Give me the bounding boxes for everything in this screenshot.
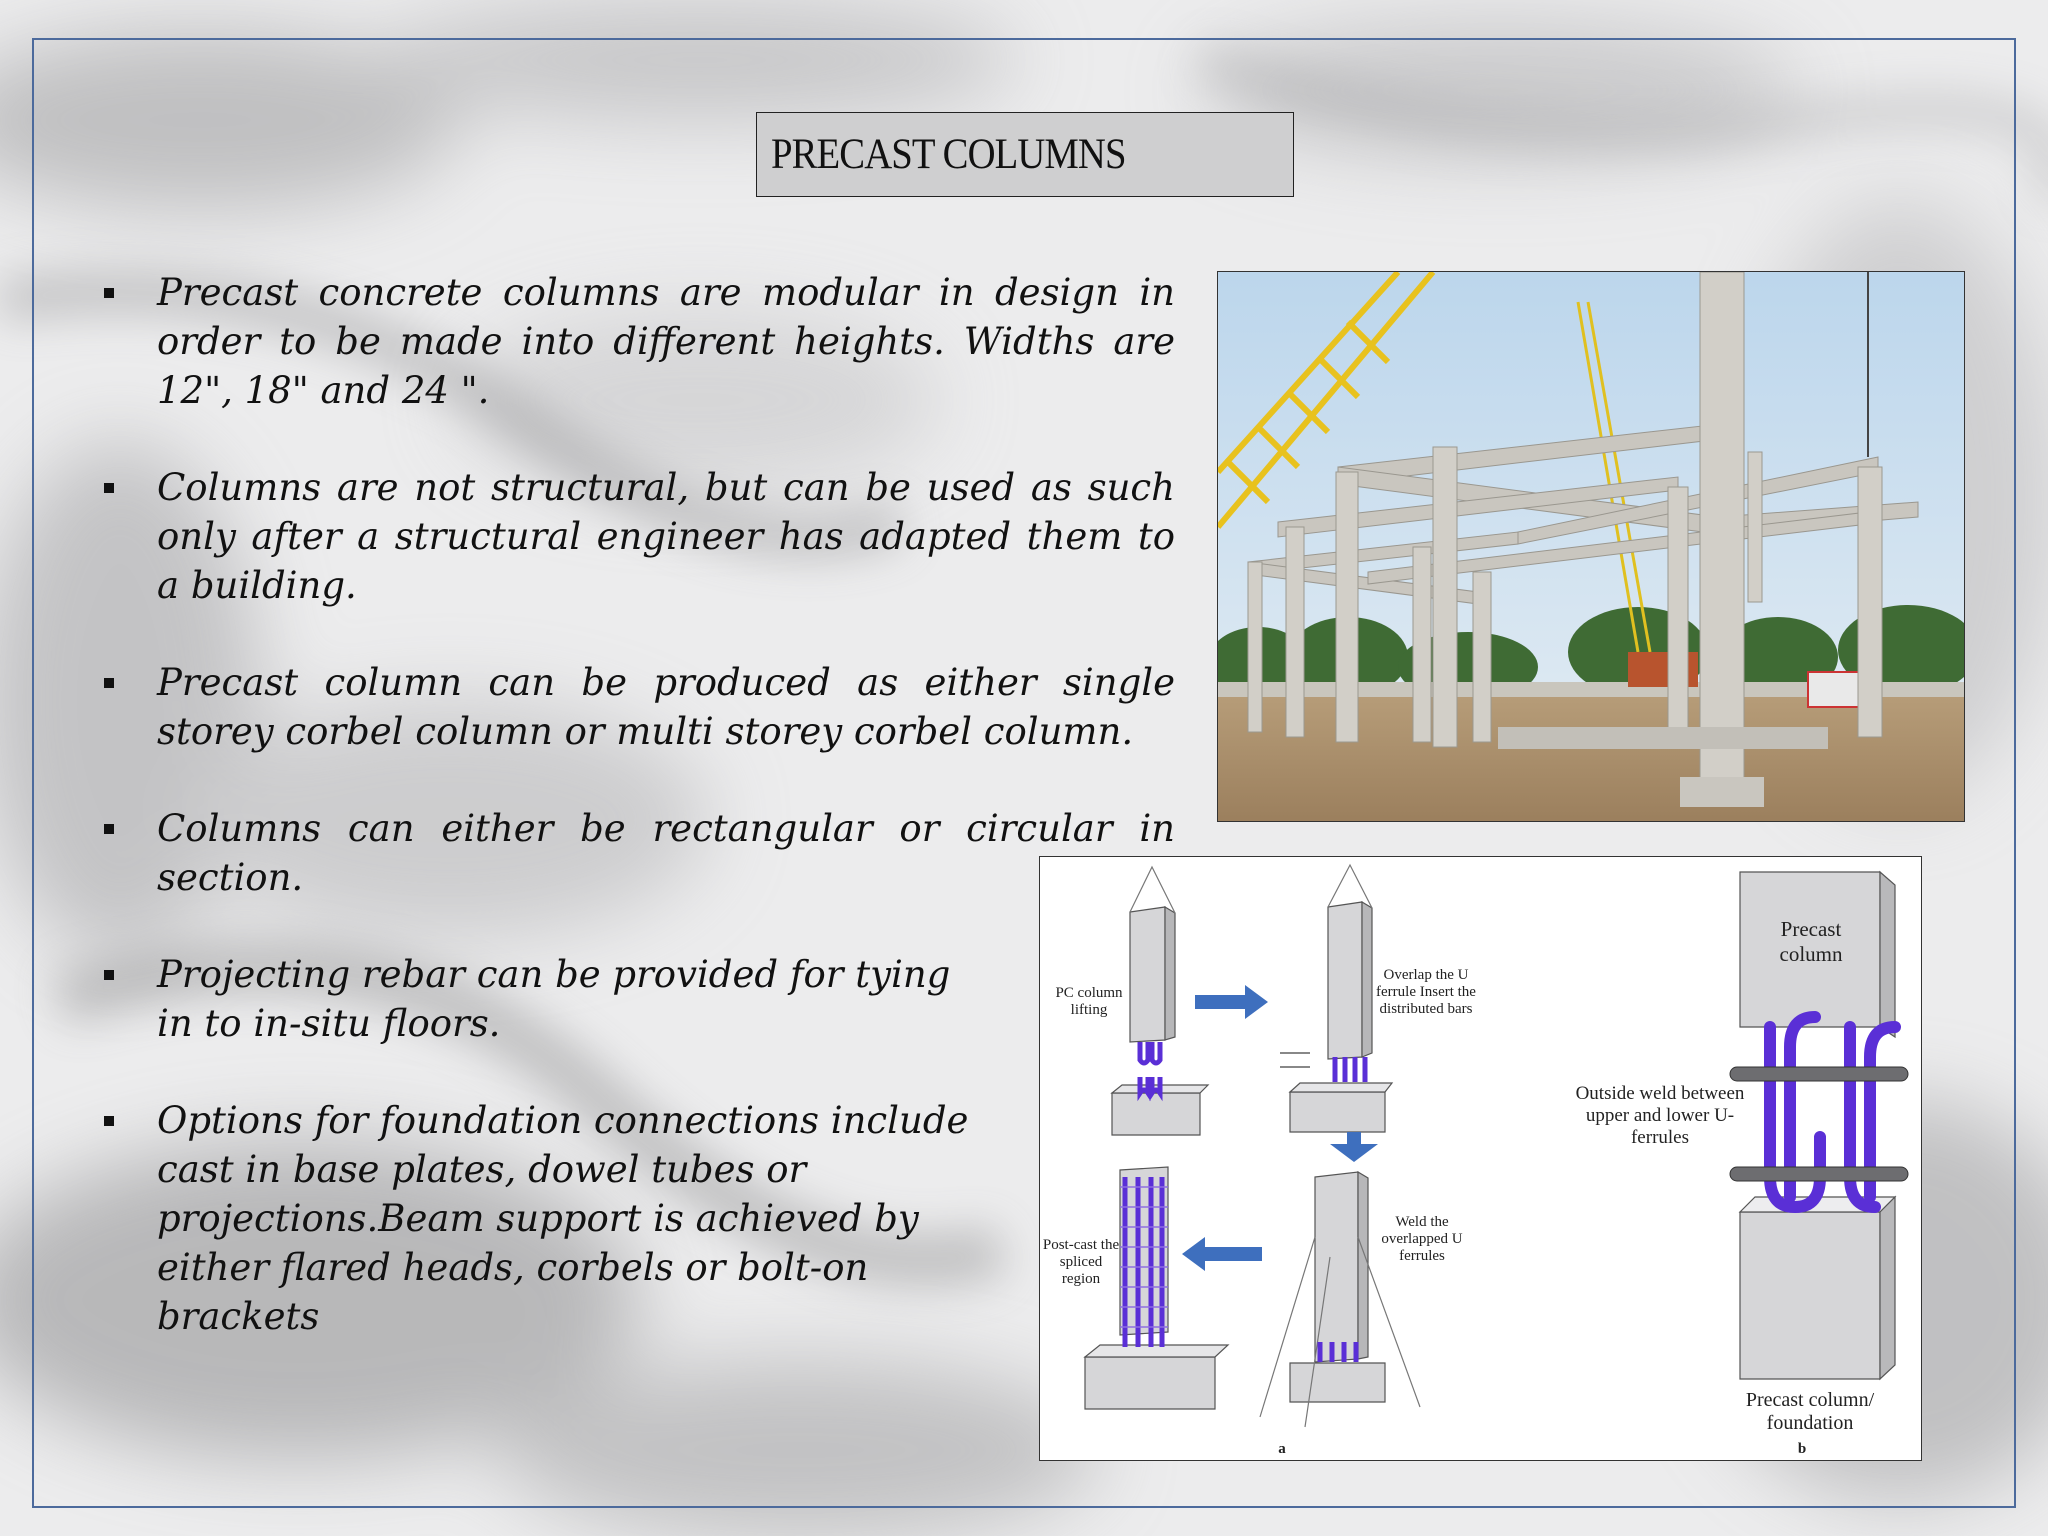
bullet-marker: [104, 970, 114, 980]
label-post-cast: Post-cast the spliced region: [1042, 1237, 1120, 1287]
slide-title: PRECAST COLUMNS: [771, 131, 1126, 178]
label-weld-overlapped: Weld the overlapped U ferrules: [1381, 1214, 1463, 1264]
bullet-1: Precast concrete columns are modular in design in order to be made into different heights. Widths are 12", 18" and 24 ".: [157, 271, 1175, 412]
label-outside-weld: Outside weld between upper and lower U-ferrules: [1575, 1083, 1745, 1148]
bullet-marker: [104, 1116, 114, 1126]
label-precast-foundation: Precast column/ foundation: [1745, 1389, 1875, 1434]
column-connection-diagram: [1039, 856, 1922, 1461]
label-pc-column-lifting: PC column lifting: [1055, 985, 1123, 1018]
bullet-5: Projecting rebar can be provided for tying in to in-situ floors.: [157, 953, 951, 1045]
bullet-4: Columns can either be rectangular or circular in section.: [157, 807, 1175, 899]
label-precast-column: Precast column: [1779, 917, 1843, 966]
bullet-marker: [104, 288, 114, 298]
label-panel-b: b: [1797, 1441, 1807, 1457]
bullet-2: Columns are not structural, but can be used as such only after a structural engineer has adapted them to a building.: [157, 466, 1175, 607]
bullet-marker: [104, 678, 114, 688]
label-panel-a: a: [1278, 1441, 1286, 1457]
bullet-marker: [104, 483, 114, 493]
precast-frame-photo: [1217, 271, 1965, 822]
bullet-3: Precast column can be produced as either single storey corbel column or multi storey corbel column.: [157, 661, 1175, 753]
label-overlap: Overlap the U ferrule Insert the distributed bars: [1376, 967, 1476, 1017]
bullet-marker: [104, 824, 114, 834]
bullet-6: Options for foundation connections include cast in base plates, dowel tubes or projections.Beam support is achieved by either flared heads, corbels or bolt-on brackets: [157, 1099, 969, 1338]
